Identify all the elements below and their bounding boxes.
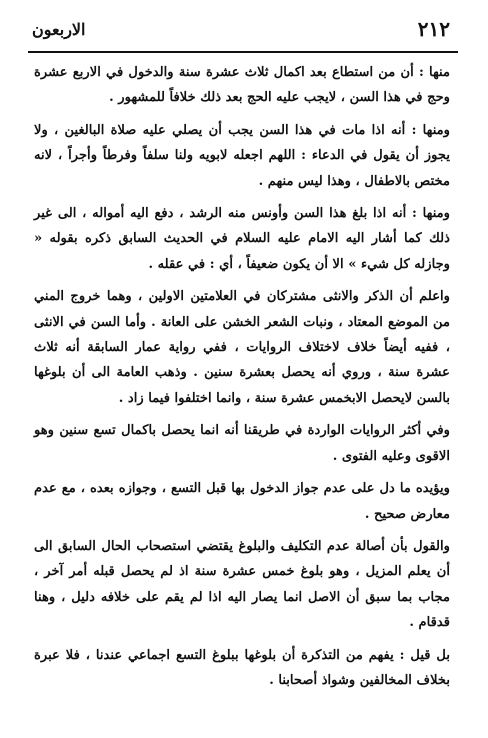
- paragraph: ومنها : أنه اذا بلغ هذا السن وأونس منه الرشد ، دفع اليه أمواله ، الى غير ذلك كما أشار اليه الامام عليه السلام في الحديث السابق ذكره بقوله « وجازله كل شيء » الا أن يكون ضعيفاً ، أي : في عقله .: [34, 206, 450, 272]
- running-title: الاربعون: [32, 19, 86, 39]
- paragraph: ويؤيده ما دل على عدم جواز الدخول بها قبل التسع ، وجوازه بعده ، مع عدم معارض صحيح .: [34, 481, 450, 522]
- page-header: [32, 14, 450, 44]
- paragraph: منها : أن من استطاع بعد اكمال ثلاث عشرة سنة والدخول في الاربع عشرة وحج في هذا السن ، لايجب عليه الحج بعد ذلك خلافاً للمشهور .: [34, 65, 450, 106]
- paragraph: واعلم أن الذكر والانثى مشتركان في العلامتين الاولين ، وهما خروج المني من الموضع المعتاد ، ونبات الشعر الخشن على العانة . وأما السن في الانثى ، ففيه أيضاً خلاف لاختلاف الروايات ، ففي رواية عمار السابقة أنه ثلاث عشرة سنة ، وروي أنه يحصل بعشرة سنين . وذهب العامة الى أن بلوغها بالسن لايحصل الابخمس عشرة سنة ، وانما اختلفوا فيما زاد .: [34, 289, 450, 406]
- paragraph: والقول بأن أصالة عدم التكليف والبلوغ يقتضي استصحاب الحال السابق الى أن يعلم المزيل ، وهو بلوغ خمس عشرة سنة اذ لم يحصل قبله أمر آخر ، مجاب بما سبق أن الاصل انما يصار اليه اذا لم يقم على خلافه دليل ، وهنا قدقام .: [34, 538, 450, 631]
- header-rule: [28, 51, 458, 53]
- paragraph: بل قيل : يفهم من التذكرة أن بلوغها ببلوغ التسع اجماعي عندنا ، فلا عبرة بخلاف المخالفين وشواذ أصحابنا .: [34, 647, 450, 688]
- paragraph: ومنها : أنه اذا مات في هذا السن يجب أن يصلي عليه صلاة البالغين ، ولا يجوز أن يقول في الدعاء : اللهم اجعله لابويه ولنا سلفاً وفرطاً وأجراً ، لانه مختص بالاطفال ، وهذا ليس منهم .: [34, 122, 450, 189]
- body-text: [34, 60, 450, 732]
- page-number: ٢١٢: [417, 17, 450, 41]
- paragraph: وفي أكثر الروايات الواردة في طريقنا أنه انما يحصل باكمال تسع سنين وهو الاقوى وعليه الفتوى .: [34, 423, 450, 464]
